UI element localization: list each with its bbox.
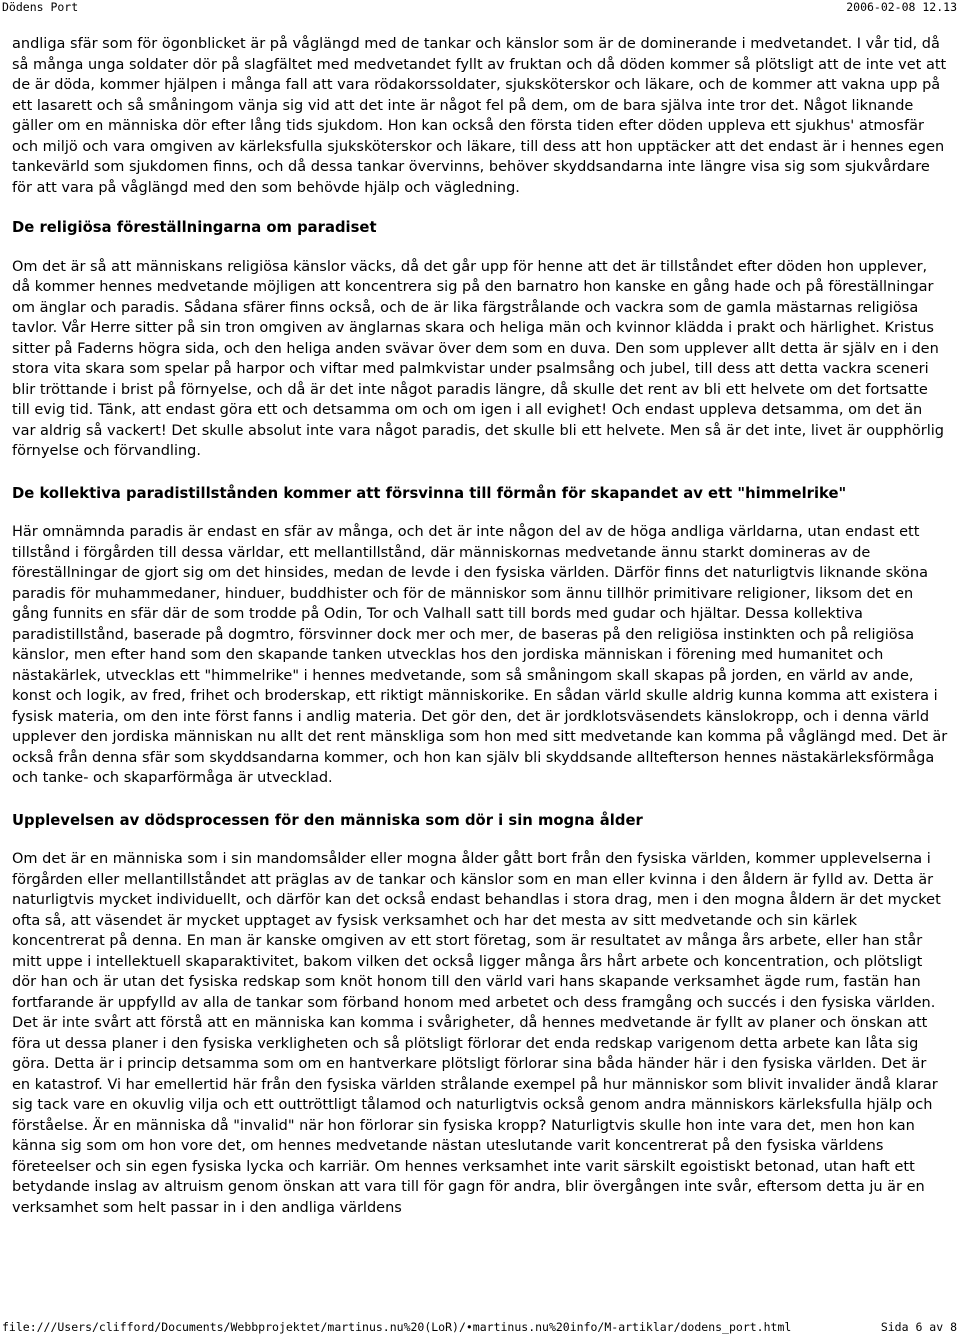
section-body-paradise: Om det är så att människans religiösa känslor väcks, då det går upp för henne att det är tillståndet efter döden hon upplever, då kommer hennes medvetande möjligen att koncentrera sig på den barnatro hon kanske en gång hade och på föreställningar om änglar och paradis. Sådana sfärer finns också, och de är lika färgstrålande och vackra som de gamla mästarnas religiösa tavlor. Vår Herre sitter på sin tron omgiven av änglarnas skara och heliga män och kvinnor klädda i prakt och härlighet. Kristus sitter på Faderns högra sida, och den heliga anden svävar över dem som en duva. Den som upplever allt detta är själv en i den stora vita skara som spelar på harpor och viftar med palmkvistar under psalmsång och jubel, till dess att detta vackra sceneri blir tröttande i brist på förnyelse, och då är det inte något paradis längre, då skulle det rent av bli ett helvete om det fortsatte till evig tid. Tänk, att endast göra ett och detsamma om och om igen i all evighet! Och endast uppleva detsamma, om det än var aldrig så vackert! Det skulle absolut inte vara något paradis, det skulle bli ett helvete. Men så är det inte, livet är oupphörlig förnyelse och förvandling. bbox=[12, 258, 944, 459]
intro-paragraph: andliga sfär som för ögonblicket är på våglängd med de tankar och känslor som är de dominerande i medvetandet. I vår tid, då så många unga soldater dör på slagfältet med medvetandet fyllt av fruktan och då döden kommer så plötsligt att de inte vet att de är döda, kommer hjälpen i många fall att vara rödakorssoldater, sjuksköterskor och läkare, och de kommer att vakna upp på ett lasarett och så småningom vänja sig vid att det inte är något fel på dem, om de bara själva inte tror det. Något liknande gäller om en människa dör efter lång tids sjukdom. Hon kan också den första tiden efter döden uppleva ett sjukhus' atmosfär och miljö och vara omgiven av kärleksfulla sjuksköterskor och läkare, till dess att hon upptäcker att det endast är i hennes egen tankevärld som sjukdomen finns, och då dessa tankar övervinns, behöver skyddsandarna inte längre visa sig som sjukvårdare för att vara på våglängd med den som behövde hjälp och vägledning. bbox=[12, 36, 947, 196]
file-path: file:///Users/clifford/Documents/Webbprojektet/martinus.nu%20(LoR)/•martinus.nu%20info/M-artiklar/dodens_port.html bbox=[2, 1320, 792, 1334]
print-footer bbox=[0, 1320, 960, 1336]
article-content bbox=[12, 34, 948, 1218]
document-title: Dödens Port bbox=[2, 0, 79, 14]
section-body-mature-age: Om det är en människa som i sin mandomsålder eller mogna ålder gått bort från den fysiska världen, kommer upplevelserna i förgården eller mellantillståndet att präglas av de tankar och känslor som en man eller kvinna i den åldern är fylld av. Detta är naturligtvis mycket individuellt, och därför kan det också endast behandlas i stora drag, men i den mogna åldern är det mycket ofta så, att väsendet är mycket upptaget av fysisk verksamhet och har det mesta av sitt medvetande och sin kärlek koncentrerat på denna. En man är kanske omgiven av ett stort företag, som är resultatet av många års arbete, eller han står mitt uppe i intellektuell skaparaktivitet, bakom vilken det också ligger många års hårt arbete och koncentration, och plötsligt dör han och är utan det fysiska redskap som knöt honom till den värld vari hans skapande verksamhet ägde rum, fastän han fortfarande är uppfylld av alla de tankar som förband honom med arbetet och dess framgång och succés i den fysiska världen. Det är inte svårt att förstå att en människa kan komma i svårigheter, då hennes medvetande är fyllt av planer och önskan att föra ut dessa planer i den fysiska verkligheten och så plötsligt förlorar det enda redskap varigenom detta arbete kan låta sig göra. Detta är i princip detsamma som om en hantverkare plötsligt förlorar sina båda händer här i den fysiska världen. Det är en katastrof. Vi har emellertid här från den fysiska världen strålande exempel på hur människor som blivit invalider ändå klarar sig tack vare en okuvlig vilja och ett outtröttligt tålamod och naturligtvis också genom andra människors kärleksfulla hjälp och förståelse. Är en människa då "invalid" när hon förlorar sin fysiska kropp? Naturligtvis skulle hon inte vara det, men hon kan känna sig som om hon vore det, om hennes medvetande nästan uteslutande varit koncentrerat på den fysiska världens företeelser och sin egen fysiska lycka och karriär. Om hennes verksamhet inte varit särskilt egoistiskt betonad, utan haft ett betydande inslag av altruism genom önskan att vara till för gagn för andra, blir övergången inte svår, eftersom detta ju är en verksamhet som helt passar in i den andliga världens bbox=[12, 851, 941, 1216]
section-heading-collective-paradise: De kollektiva paradistillstånden kommer att försvinna till förmån för skapandet av ett "himmelrike" bbox=[12, 484, 847, 502]
section-heading-paradise: De religiösa föreställningarna om paradiset bbox=[12, 219, 377, 236]
print-datetime: 2006-02-08 12.13 bbox=[846, 0, 957, 14]
page-number: Sida 6 av 8 bbox=[880, 1320, 957, 1334]
section-heading-mature-age: Upplevelsen av dödsprocessen för den människa som dör i sin mogna ålder bbox=[12, 811, 643, 829]
print-header bbox=[0, 0, 960, 16]
section-body-collective-paradise: Här omnämnda paradis är endast en sfär av många, och det är inte någon del av de höga andliga världarna, utan endast ett tillstånd i förgården till dessa världar, ett mellantillstånd, där människornas medvetande ännu starkt domineras av de föreställningar de gjort sig om det hinsides, medan de levde i den fysiska världen. Därför finns det naturligtvis liknande sköna paradis för muhammedaner, hinduer, buddhister och för de människor som ännu tillhör primitivare religioner, liksom det en gång funnits en sfär där de som trodde på Odin, Tor och Valhall satt till bords med gudar och hjältar. Dessa kollektiva paradistillstånd, baserade på dogmtro, försvinner dock mer och mer, de baseras på den religiösa instinkten och på religiösa känslor, men efter hand som den skapande tanken utvecklas hos den jordiska människan i förening med humanitet och nästakärlek, utvecklas ett "himmelrike" i hennes medvetande, som så småningom skall skapas på jorden, en värld av ande, konst och logik, av fred, frihet och broderskap, ett riktigt människorike. En sådan värld skulle aldrig kunna komma att existera i fysisk materia, om den inte först fanns i andlig materia. Det gör den, det är jordklotsväsendets känslokropp, och i denna värld upplever den jordiska människan nu allt det rent mänskliga som hon med sitt medvetande kan komma på våglängd med. Det är också från denna sfär som skyddsandarna kommer, och hon kan själv bli skyddsande alltefterson hennes nästakärleksförmåga och tanke- och skaparförmåga är utvecklad. bbox=[12, 524, 948, 786]
